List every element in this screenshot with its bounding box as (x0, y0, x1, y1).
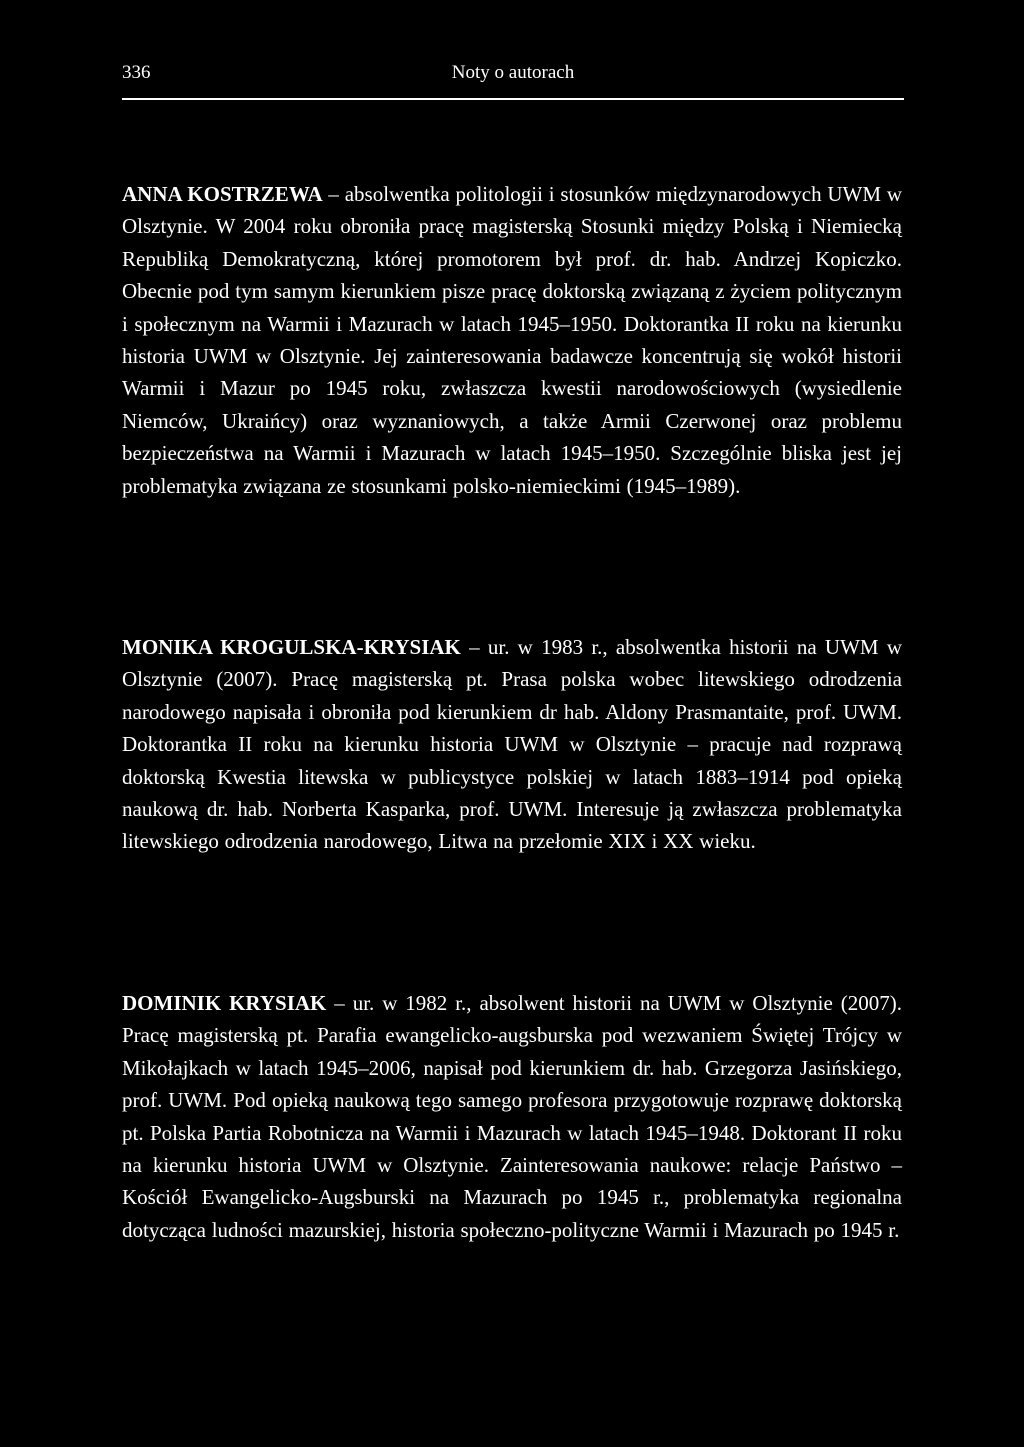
author-bio: – ur. w 1983 r., absolwentka historii na UWM w Olsztynie (2007). Pracę magisterską pt. Prasa polska wobec litewskiego odrodzenia narodowego napisała i obroniła pod kierunkiem dr hab. Aldony Prasmantaite, prof. UWM. Doktorantka II roku na kierunku historia UWM w Olsztynie – pracuje nad rozprawą doktorską Kwestia litewska w publicystyce polskiej w latach 1883–1914 pod opieką naukową dr. hab. Norberta Kasparka, prof. UWM. Interesuje ją zwłaszcza problematyka litewskiego odrodzenia narodowego, Litwa na przełomie XIX i XX wieku. (122, 635, 902, 854)
running-title: Noty o autorach (451, 62, 575, 83)
author-bio: – absolwentka politologii i stosunków międzynarodowych UWM w Olsztynie. W 2004 roku obroniła pracę magisterską Stosunki między Polską i Niemiecką Republiką Demokratyczną, której promotorem był prof. dr. hab. Andrzej Kopiczko. Obecnie pod tym samym kierunkiem pisze pracę doktorską związaną z życiem politycznym i społecznym na Warmii i Mazurach w latach 1945–1950. Doktorantka II roku na kierunku historia UWM w Olsztynie. Jej zainteresowania badawcze koncentrują się wokół historii Warmii i Mazur po 1945 roku, zwłaszcza kwestii narodowościowych (wysiedlenie Niemców, Ukraińcy) oraz wyznaniowych, a także Armii Czerwonej oraz problemu bezpieczeństwa na Warmii i Mazurach w latach 1945–1950. Szczególnie bliska jest jej problematyka związana ze stosunkami polsko-niemieckimi (1945–1989). (122, 182, 902, 498)
author-name: ANNA KOSTRZEWA (122, 182, 323, 206)
author-note-entry (122, 987, 902, 1246)
header-rule (122, 98, 904, 100)
author-name: MONIKA KROGULSKA-KRYSIAK (122, 635, 461, 659)
author-bio: – ur. w 1982 r., absolwent historii na UWM w Olsztynie (2007). Pracę magisterską pt. Parafia ewangelicko-augsburska pod wezwaniem Świętej Trójcy w Mikołajkach w latach 1945–2006, napisał pod kierunkiem dr. hab. Grzegorza Jasińskiego, prof. UWM. Pod opieką naukową tego samego profesora przygotowuje rozprawę doktorską pt. Polska Partia Robotnicza na Warmii i Mazurach w latach 1945–1948. Doktorant II roku na kierunku historia UWM w Olsztynie. Zainteresowania naukowe: relacje Państwo – Kościół Ewangelicko-Augsburski na Mazurach po 1945 r., problematyka regionalna dotycząca ludności mazurskiej, historia społeczno-polityczne Warmii i Mazurach po 1945 r. (122, 991, 902, 1242)
page-header (122, 62, 904, 90)
author-note-entry (122, 631, 902, 858)
author-name: DOMINIK KRYSIAK (122, 991, 327, 1015)
author-note-entry (122, 178, 902, 502)
page-number: 336 (122, 62, 151, 83)
